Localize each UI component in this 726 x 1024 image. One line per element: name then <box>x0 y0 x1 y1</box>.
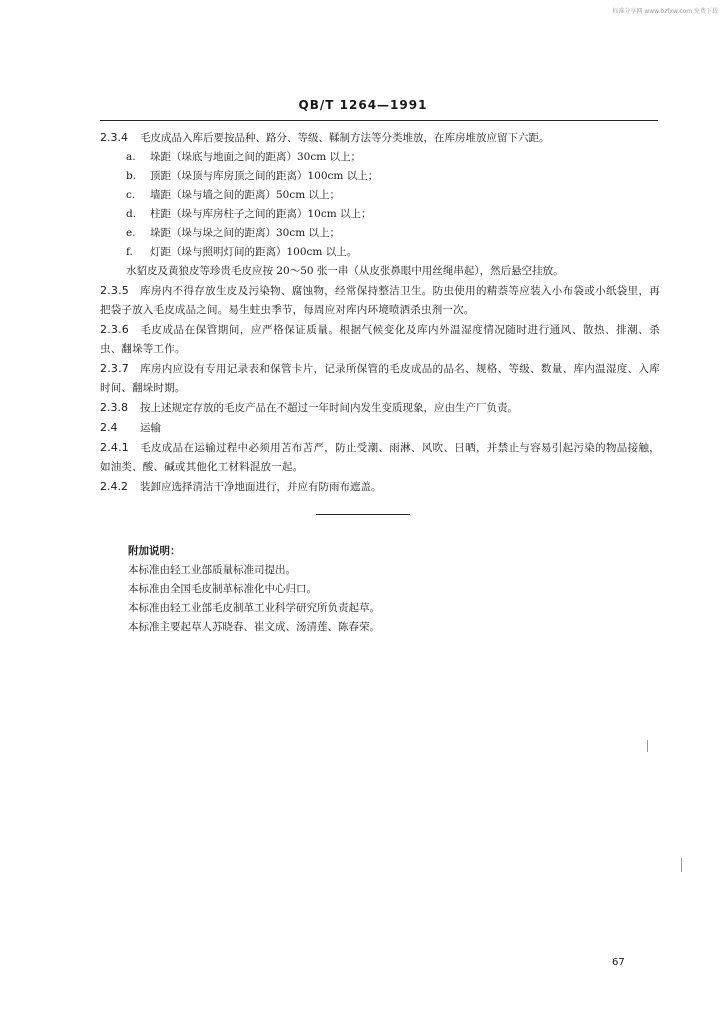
clause-number: 2.3.8 <box>100 401 128 414</box>
item-text: 柱距（垛与库房柱子之间的距离）10cm 以上； <box>150 208 372 220</box>
section-2-4-heading <box>100 418 660 438</box>
clause-text: 按上述规定存放的毛皮产品在不超过一年时间内发生变质现象，应由生产厂负责。 <box>140 402 518 414</box>
clause-2-4-1 <box>100 438 660 477</box>
item-text: 灯距（垛与照明灯间的距离）100cm 以上。 <box>150 246 358 258</box>
notes-line: 本标准由全国毛皮制革标准化中心归口。 <box>128 583 317 595</box>
clause-text: 毛皮成品入库后要按品种、路分、等级、鞣制方法等分类堆放，在库房堆放应留下六距。 <box>140 132 550 144</box>
clause-number: 2.3.7 <box>100 362 129 375</box>
item-label: f. <box>126 246 133 258</box>
additional-notes <box>128 542 380 637</box>
list-item <box>100 205 660 224</box>
item-label: b. <box>126 170 137 182</box>
clause-2-3-5 <box>100 281 660 320</box>
scan-artifact <box>647 740 648 752</box>
clause-text: 毛皮成品在运输过程中必须用苫布苫严，防止受潮、雨淋、风吹、日晒，并禁止与容易引起污染的物品接触，如油类、酸、碱或其他化工材料混放一起。 <box>100 442 660 473</box>
clause-number: 2.3.6 <box>100 323 129 336</box>
list-item <box>100 243 660 262</box>
item-label: c. <box>126 189 136 201</box>
clause-number: 2.4.2 <box>100 480 128 493</box>
list-item <box>100 148 660 167</box>
item-label: e. <box>126 227 136 239</box>
section-title: 运输 <box>140 422 161 434</box>
item-label: d. <box>126 208 137 220</box>
clause-number: 2.3.4 <box>100 131 128 144</box>
clause-2-3-7 <box>100 359 660 398</box>
clause-2-3-6 <box>100 320 660 359</box>
clause-2-3-4-extra: 水貂皮及黄狼皮等珍贵毛皮应按 20～50 张一串（从皮张鼻眼中用丝绳串起），然后悬空挂放。 <box>126 265 564 277</box>
notes-line: 本标准由轻工业部质量标准司提出。 <box>128 564 296 576</box>
item-text: 垛距（垛底与地面之间的距离）30cm 以上； <box>150 151 362 163</box>
clause-text: 库房内应设有专用记录表和保管卡片，记录所保管的毛皮成品的品名、规格、等级、数量、库内温湿度、入库时间、翻垛时期。 <box>100 363 660 394</box>
item-text: 顶距（垛顶与库房顶之间的距离）100cm 以上； <box>150 170 379 182</box>
notes-line: 本标准主要起草人苏晓春、崔文成、汤清莲、陈春荣。 <box>128 621 380 633</box>
standard-number-header: QB/T 1264—1991 <box>298 98 428 112</box>
watermark-text: 标准分享网 www.bzfxw.com 免费下载 <box>612 8 718 15</box>
list-item <box>100 167 660 186</box>
clause-text: 毛皮成品在保管期间，应严格保证质量。根据气候变化及库内外温湿度情况随时进行通风、散热、排潮、杀虫、翻垛等工作。 <box>100 324 660 355</box>
clause-2-3-8 <box>100 398 660 418</box>
document-body <box>100 128 660 497</box>
clause-text: 装卸应选择清洁干净地面进行，并应有防雨布遮盖。 <box>140 481 382 493</box>
scan-artifact <box>681 858 682 872</box>
notes-title: 附加说明： <box>128 545 181 557</box>
clause-text: 库房内不得存放生皮及污染物、腐蚀物，经常保持整洁卫生。防虫使用的精萘等应装入小布袋或小纸袋里，再把袋子放入毛皮成品之间。易生蛀虫季节，每周应对库内环境喷洒杀虫剂一次。 <box>100 285 660 316</box>
header-divider <box>100 120 658 121</box>
clause-number: 2.3.5 <box>100 284 129 297</box>
item-label: a. <box>126 151 136 163</box>
clause-number: 2.4.1 <box>100 441 129 454</box>
page-number: 67 <box>612 957 625 968</box>
list-item <box>100 186 660 205</box>
clause-2-3-4 <box>100 128 660 148</box>
item-text: 垛距（垛与垛之间的距离）30cm 以上； <box>150 227 341 239</box>
notes-line: 本标准由轻工业部毛皮制革工业科学研究所负责起草。 <box>128 602 380 614</box>
clause-2-4-2 <box>100 477 660 497</box>
end-of-text-rule <box>316 514 410 515</box>
item-text: 墙距（垛与墙之间的距离）50cm 以上； <box>150 189 341 201</box>
list-item <box>100 224 660 243</box>
section-number: 2.4 <box>100 421 118 434</box>
